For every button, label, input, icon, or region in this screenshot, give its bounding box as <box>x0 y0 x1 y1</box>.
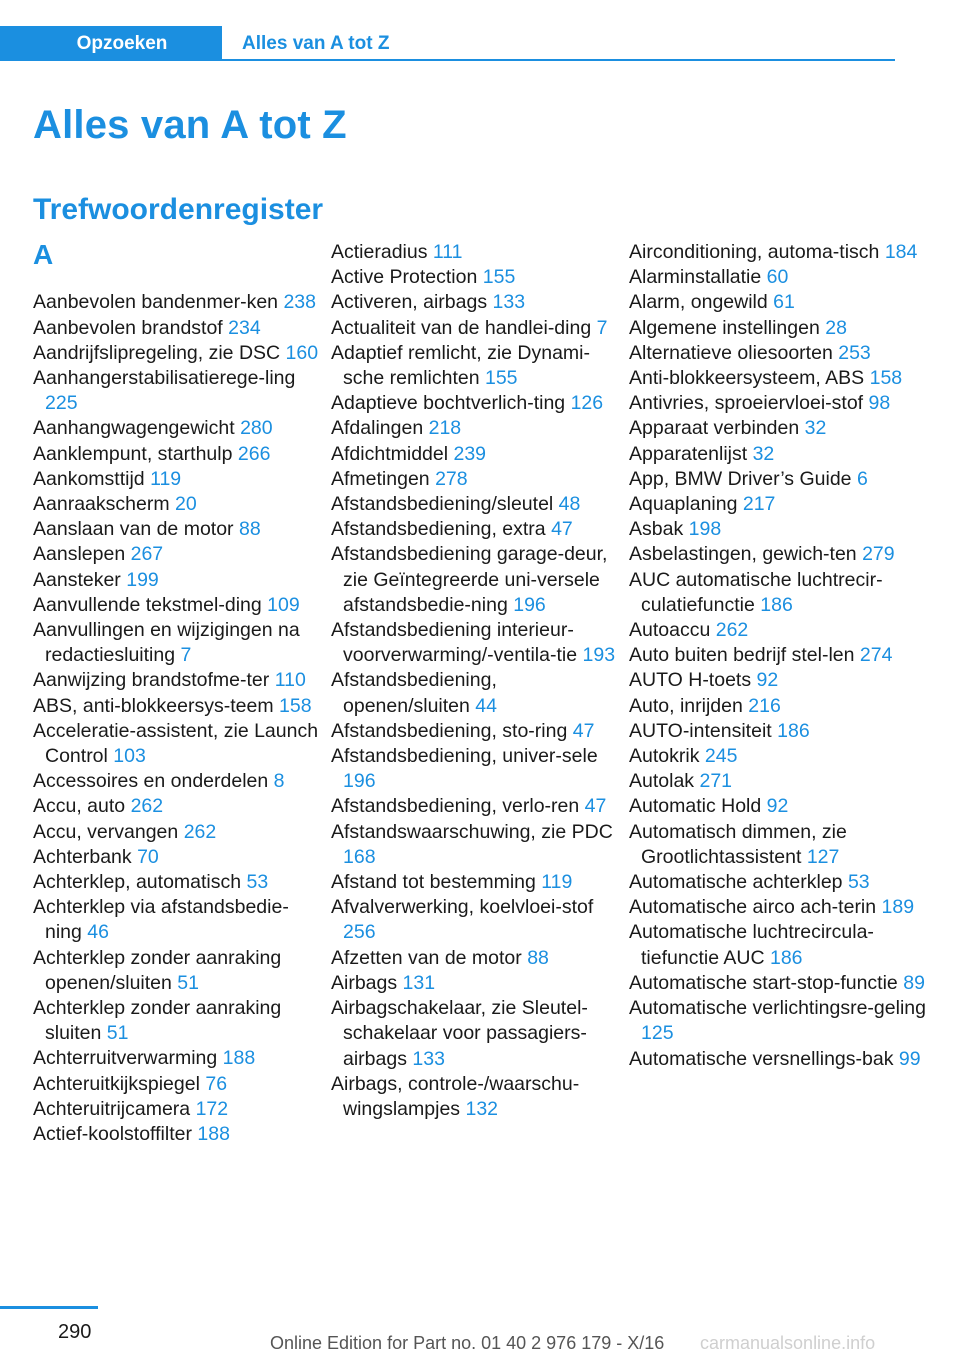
page-reference-link[interactable]: 245 <box>704 745 738 768</box>
index-entry <box>33 946 323 996</box>
index-entry-text: Automatische versnellings-bak <box>629 1047 894 1070</box>
page-reference-link[interactable]: 256 <box>343 921 376 944</box>
index-entry <box>33 517 323 542</box>
index-entry-text: Antivries, sproeiervloei-stof <box>629 392 864 415</box>
index-entry-text: Afstand tot bestemming <box>331 871 536 894</box>
page-reference-link[interactable]: 280 <box>240 417 273 440</box>
index-entry-text: Afstandsbediening interieur-voorverwarming/-ventila-tie <box>331 619 578 667</box>
index-entry-text: Anti-blokkeersysteem, ABS <box>629 367 865 390</box>
page-reference-link[interactable]: 47 <box>572 719 595 742</box>
page-reference-link[interactable]: 111 <box>432 241 463 263</box>
index-entry-text: Airbagschakelaar, zie Sleutel-schakelaar voor passagiers-airbags <box>331 997 588 1070</box>
index-entry-text: Achterbank <box>33 845 132 868</box>
index-entry <box>33 416 323 441</box>
index-entry <box>629 643 929 668</box>
index-entry-text: Achteruitrijcamera <box>33 1097 191 1120</box>
index-entry-text: Afmetingen <box>331 467 430 490</box>
index-entry-text: Apparatenlijst <box>629 442 748 465</box>
page-reference-link[interactable]: 158 <box>279 694 312 717</box>
page-reference-link[interactable]: 188 <box>197 1123 230 1146</box>
index-entry-text: Algemene instellingen <box>629 316 820 339</box>
index-entry <box>331 341 623 391</box>
page-reference-link[interactable]: 193 <box>582 644 616 667</box>
header-divider <box>222 59 895 61</box>
page-reference-link[interactable]: 267 <box>130 543 164 566</box>
watermark: carmanualsonline.info <box>700 1333 876 1353</box>
page-reference-link[interactable]: 218 <box>428 417 462 440</box>
index-entry <box>33 769 323 794</box>
page-reference-link[interactable]: 20 <box>174 493 197 515</box>
index-entry <box>33 845 323 870</box>
page-reference-link[interactable]: 92 <box>756 669 779 692</box>
page-reference-link[interactable]: 51 <box>177 971 199 994</box>
index-entry-text: Accessoires en onderdelen <box>33 770 269 793</box>
page-reference-link[interactable]: 125 <box>641 1022 674 1045</box>
index-entry-text: Adaptieve bochtverlich-ting <box>331 392 566 415</box>
index-entry <box>331 1072 623 1122</box>
index-entry <box>331 542 623 618</box>
page-reference-link[interactable]: 53 <box>246 871 269 894</box>
index-entry <box>629 694 929 719</box>
page-reference-link[interactable]: 88 <box>238 518 261 541</box>
index-entry-text: Accu, auto <box>33 795 126 818</box>
page-reference-link[interactable]: 7 <box>180 644 192 667</box>
index-entry <box>331 870 623 895</box>
page-reference-link[interactable]: 32 <box>804 417 827 440</box>
page-reference-link[interactable]: 70 <box>137 845 159 868</box>
tab-opzoeken[interactable] <box>0 26 222 61</box>
index-entry-text: AUTO-intensiteit <box>629 719 772 742</box>
index-entry-text: Adaptief remlicht, zie Dynami-sche remlichten <box>331 341 591 390</box>
index-entry-text: Afvalverwerking, koelvloei-stof <box>331 896 594 919</box>
page-reference-link[interactable]: 189 <box>881 896 915 919</box>
index-entry-text: ABS, anti-blokkeersys-teem <box>33 694 274 717</box>
page-number: 290 <box>58 1321 92 1343</box>
header-tabbar <box>0 26 895 61</box>
index-entry-text: Afstandsbediening garage-deur, zie Geïntegreerde uni-versele afstandsbedie-ning <box>331 543 608 616</box>
index-entry-text: Achterklep zonder aanraking openen/sluiten <box>33 946 282 994</box>
index-entry <box>331 290 623 315</box>
tab-opzoeken-label: Opzoeken <box>76 32 168 54</box>
index-entry <box>33 1122 323 1147</box>
index-entry <box>629 794 929 819</box>
index-entry <box>33 1046 323 1071</box>
page-subtitle: Trefwoordenregister <box>33 193 324 226</box>
index-entry <box>629 366 929 391</box>
index-entry <box>629 265 929 290</box>
index-entry-text: Automatisch dimmen, zie Grootlichtassistent <box>629 820 847 868</box>
index-entry <box>33 618 323 668</box>
index-entry <box>33 694 323 719</box>
page-reference-link[interactable]: 99 <box>898 1047 921 1070</box>
page-reference-link[interactable]: 119 <box>150 467 182 490</box>
tab-alles-van-a-tot-z[interactable] <box>222 26 389 61</box>
index-column-2 <box>331 240 623 1122</box>
page-reference-link[interactable]: 110 <box>274 669 306 692</box>
index-entry <box>33 593 323 618</box>
index-entry <box>331 416 623 441</box>
index-entry <box>33 341 323 366</box>
index-entry <box>629 467 929 492</box>
index-entry-text: Afstandsbediening, verlo-ren <box>331 795 580 818</box>
page-reference-link[interactable]: 253 <box>838 341 871 364</box>
index-entry-text: Automatic Hold <box>629 795 762 818</box>
page-reference-link[interactable]: 47 <box>551 518 573 541</box>
page-reference-link[interactable]: 53 <box>847 871 870 894</box>
index-entry-text: Achterklep, automatisch <box>33 871 242 894</box>
index-entry <box>331 618 623 668</box>
index-letter-heading: A <box>33 239 54 270</box>
index-entry-text: AUC automatische luchtrecir-culatiefunctie <box>629 568 883 616</box>
page-reference-link[interactable]: 262 <box>183 820 217 843</box>
page-reference-link[interactable]: 44 <box>475 694 497 717</box>
index-entry-text: Autokrik <box>629 745 700 768</box>
page-reference-link[interactable]: 160 <box>285 341 319 364</box>
index-entry-text: Airbags <box>331 971 398 994</box>
page-reference-link[interactable]: 131 <box>402 971 436 994</box>
index-entry <box>331 668 623 718</box>
index-entry <box>331 971 623 996</box>
index-entry-text: Accu, vervangen <box>33 820 179 843</box>
page-reference-link[interactable]: 188 <box>222 1047 256 1070</box>
page-reference-link[interactable]: 217 <box>742 493 776 516</box>
index-entry <box>331 265 623 290</box>
page-reference-link[interactable]: 234 <box>228 316 261 339</box>
index-entry <box>331 492 623 517</box>
page-reference-link[interactable]: 186 <box>760 593 793 616</box>
index-entry-text: Automatische verlichtingsre-geling <box>629 997 926 1020</box>
index-entry <box>33 719 323 769</box>
page-reference-link[interactable]: 132 <box>465 1097 499 1120</box>
page-reference-link[interactable]: 271 <box>699 770 733 793</box>
page-reference-link[interactable]: 278 <box>435 467 468 490</box>
page-reference-link[interactable]: 61 <box>773 291 795 314</box>
index-entry-text: Asbak <box>629 518 684 541</box>
tab-alles-label: Alles van A tot Z <box>242 32 390 54</box>
index-entry <box>629 416 929 441</box>
index-entry <box>331 820 623 870</box>
index-entry-text: Afstandsbediening, openen/sluiten <box>331 669 497 717</box>
page-reference-link[interactable]: 184 <box>884 241 918 263</box>
index-entry-text: Apparaat verbinden <box>629 417 800 440</box>
index-entry <box>629 895 929 920</box>
index-entry <box>629 870 929 895</box>
index-entry <box>33 1097 323 1122</box>
index-entry-text: Aanhangwagengewicht <box>33 417 235 440</box>
index-entry-text: Achterruitverwarming <box>33 1047 218 1070</box>
page-reference-link[interactable]: 126 <box>570 392 604 415</box>
index-entry-text: Alarminstallatie <box>629 266 762 289</box>
index-column-3 <box>629 240 929 1072</box>
page-reference-link[interactable]: 274 <box>859 644 893 667</box>
index-entry-text: Afstandsbediening/sleutel <box>331 493 554 516</box>
index-entry-text: Actieradius <box>331 241 428 263</box>
index-entry-text: Achterklep via afstandsbedie-ning <box>33 896 289 944</box>
index-entry-text: Acceleratie-assistent, zie Launch Control <box>33 719 319 768</box>
page-reference-link[interactable]: 199 <box>126 568 159 591</box>
page-reference-link[interactable]: 262 <box>130 795 164 818</box>
page-reference-link[interactable]: 196 <box>513 593 546 616</box>
index-entry-text: Afdalingen <box>331 417 424 440</box>
index-entry-text: Activeren, airbags <box>331 291 488 314</box>
page-reference-link[interactable]: 279 <box>862 543 895 566</box>
page-reference-link[interactable]: 266 <box>237 442 271 465</box>
index-entry-text: Aanwijzing brandstofme-ter <box>33 669 270 692</box>
page-reference-link[interactable]: 216 <box>748 694 781 717</box>
index-entry <box>629 744 929 769</box>
index-entry-text: Aanslaan van de motor <box>33 518 234 541</box>
index-entry-text: Aquaplaning <box>629 493 738 516</box>
index-entry <box>629 719 929 744</box>
index-entry-text: Aansteker <box>33 568 121 591</box>
index-entry <box>629 769 929 794</box>
index-entry-text: Automatische achterklep <box>629 871 843 894</box>
index-entry <box>33 290 323 315</box>
index-entry-text: Afstandswaarschuwing, zie PDC <box>331 820 613 843</box>
index-entry <box>331 719 623 744</box>
page-reference-link[interactable]: 92 <box>766 795 789 818</box>
index-entry-text: Aanvullende tekstmel-ding <box>33 593 262 616</box>
index-entry <box>33 1072 323 1097</box>
page-reference-link[interactable]: 198 <box>688 518 722 541</box>
footer-accent-bar <box>0 1306 98 1309</box>
page-reference-link[interactable]: 239 <box>453 442 487 465</box>
index-entry-text: Afzetten van de motor <box>331 946 522 969</box>
index-entry <box>33 568 323 593</box>
index-entry <box>629 517 929 542</box>
page-reference-link[interactable]: 155 <box>482 266 516 289</box>
index-entry <box>331 240 623 265</box>
index-entry-text: Afstandsbediening, extra <box>331 518 546 541</box>
page-reference-link[interactable]: 133 <box>492 291 526 314</box>
index-entry-text: AUTO H-toets <box>629 669 752 692</box>
index-entry <box>331 996 623 1072</box>
index-entry-text: Alarm, ongewild <box>629 291 768 314</box>
index-entry <box>629 996 929 1046</box>
index-entry-text: Automatische airco ach-terin <box>629 896 877 919</box>
index-entry-text: Automatische start-stop-functie <box>629 971 898 994</box>
index-entry <box>33 668 323 693</box>
page-reference-link[interactable]: 6 <box>856 467 868 490</box>
page-reference-link[interactable]: 133 <box>412 1047 445 1070</box>
index-entry-text: Aanklempunt, starthulp <box>33 442 233 465</box>
index-entry-text: Airconditioning, automa-tisch <box>629 241 880 263</box>
page-title: Alles van A tot Z <box>33 103 347 147</box>
index-entry <box>33 895 323 945</box>
index-entry-text: Auto buiten bedrijf stel-len <box>629 644 855 667</box>
page-reference-link[interactable]: 8 <box>273 770 285 793</box>
page-reference-link[interactable]: 47 <box>584 795 607 818</box>
index-entry-text: Actualiteit van de handlei-ding <box>331 316 592 339</box>
index-entry-text: Autolak <box>629 770 695 793</box>
index-entry <box>331 316 623 341</box>
page-reference-link[interactable]: 32 <box>752 442 775 465</box>
index-entry <box>629 290 929 315</box>
page-reference-link[interactable]: 103 <box>113 745 146 768</box>
index-entry <box>331 895 623 945</box>
page-reference-link[interactable]: 51 <box>106 1022 129 1045</box>
index-entry-text: Afdichtmiddel <box>331 442 449 465</box>
index-entry <box>629 542 929 567</box>
page-reference-link[interactable]: 76 <box>205 1072 228 1095</box>
index-entry <box>33 492 323 517</box>
index-entry <box>33 467 323 492</box>
index-entry-text: Aandrijfslipregeling, zie DSC <box>33 341 281 364</box>
index-entry <box>629 442 929 467</box>
index-entry <box>33 316 323 341</box>
page-reference-link[interactable]: 109 <box>267 593 300 616</box>
index-entry <box>629 341 929 366</box>
page-reference-link[interactable]: 46 <box>87 921 109 944</box>
page-reference-link[interactable]: 119 <box>541 871 573 894</box>
index-entry-text: Achterklep zonder aanraking sluiten <box>33 997 282 1045</box>
index-entry <box>33 870 323 895</box>
index-entry <box>33 820 323 845</box>
page-reference-link[interactable]: 89 <box>903 971 925 994</box>
edition-line: Online Edition for Part no. 01 40 2 976 179 - X/16 <box>270 1333 665 1353</box>
index-entry <box>629 920 929 970</box>
page-reference-link[interactable]: 238 <box>283 291 316 314</box>
page-reference-link[interactable]: 186 <box>777 719 810 742</box>
page-reference-link[interactable]: 88 <box>527 946 549 969</box>
index-entry-text: Autoaccu <box>629 619 711 642</box>
index-entry-text: Aanbevolen bandenmer-ken <box>33 291 279 314</box>
index-entry-text: Aanslepen <box>33 543 126 566</box>
index-entry-text: Automatische luchtrecircula-tiefunctie AUC <box>629 921 874 969</box>
index-entry-text: Aanbevolen brandstof <box>33 316 223 339</box>
page-reference-link[interactable]: 155 <box>484 367 518 390</box>
index-entry <box>331 442 623 467</box>
index-entry <box>629 820 929 870</box>
page-reference-link[interactable]: 196 <box>343 770 376 793</box>
index-entry-text: Aankomsttijd <box>33 467 145 490</box>
index-entry <box>331 744 623 794</box>
page-reference-link[interactable]: 60 <box>766 266 789 289</box>
index-entry-text: App, BMW Driver’s Guide <box>629 467 852 490</box>
page-reference-link[interactable]: 172 <box>195 1097 229 1120</box>
index-entry-text: Actief-koolstoffilter <box>33 1123 192 1146</box>
index-entry <box>33 442 323 467</box>
page-reference-link[interactable]: 158 <box>869 367 903 390</box>
index-entry-text: Active Protection <box>331 266 478 289</box>
index-entry <box>629 568 929 618</box>
page-reference-link[interactable]: 225 <box>45 392 78 415</box>
page-reference-link[interactable]: 7 <box>596 316 608 339</box>
index-entry-text: Aanvullingen en wijzigingen na redactiesluiting <box>33 619 300 667</box>
index-entry <box>629 316 929 341</box>
index-column-1 <box>33 240 323 1147</box>
index-entry <box>33 366 323 416</box>
index-entry <box>629 668 929 693</box>
index-entry-text: Auto, inrijden <box>629 694 743 717</box>
index-entry <box>629 391 929 416</box>
page-reference-link[interactable]: 186 <box>769 946 803 969</box>
index-entry <box>331 946 623 971</box>
index-entry-text: Alternatieve oliesoorten <box>629 341 833 364</box>
index-entry <box>629 618 929 643</box>
index-entry-text: Achteruitkijkspiegel <box>33 1072 200 1095</box>
index-entry-text: Afstandsbediening, univer-sele <box>331 745 598 768</box>
index-entry <box>629 492 929 517</box>
index-entry <box>331 517 623 542</box>
index-entry-text: Aanhangerstabilisatierege-ling <box>33 366 296 389</box>
index-entry <box>629 971 929 996</box>
page-reference-link[interactable]: 48 <box>558 493 581 516</box>
page-reference-link[interactable]: 127 <box>806 845 840 868</box>
index-entry <box>331 391 623 416</box>
index-entry-text: Afstandsbediening, sto-ring <box>331 719 568 742</box>
index-entry <box>331 467 623 492</box>
index-entry <box>629 1047 929 1072</box>
index-entry <box>33 542 323 567</box>
index-entry <box>629 240 929 265</box>
index-entry-text: Asbelastingen, gewich-ten <box>629 543 857 566</box>
page-reference-link[interactable]: 28 <box>825 316 847 339</box>
index-entry-text: Airbags, controle-/waarschu-wingslampjes <box>331 1072 580 1120</box>
index-entry <box>33 996 323 1046</box>
page-reference-link[interactable]: 168 <box>343 845 376 868</box>
page-reference-link[interactable]: 262 <box>715 619 749 642</box>
index-entry <box>33 794 323 819</box>
index-entry <box>331 794 623 819</box>
index-entry-text: Aanraakscherm <box>33 493 170 515</box>
page-reference-link[interactable]: 98 <box>868 392 891 415</box>
